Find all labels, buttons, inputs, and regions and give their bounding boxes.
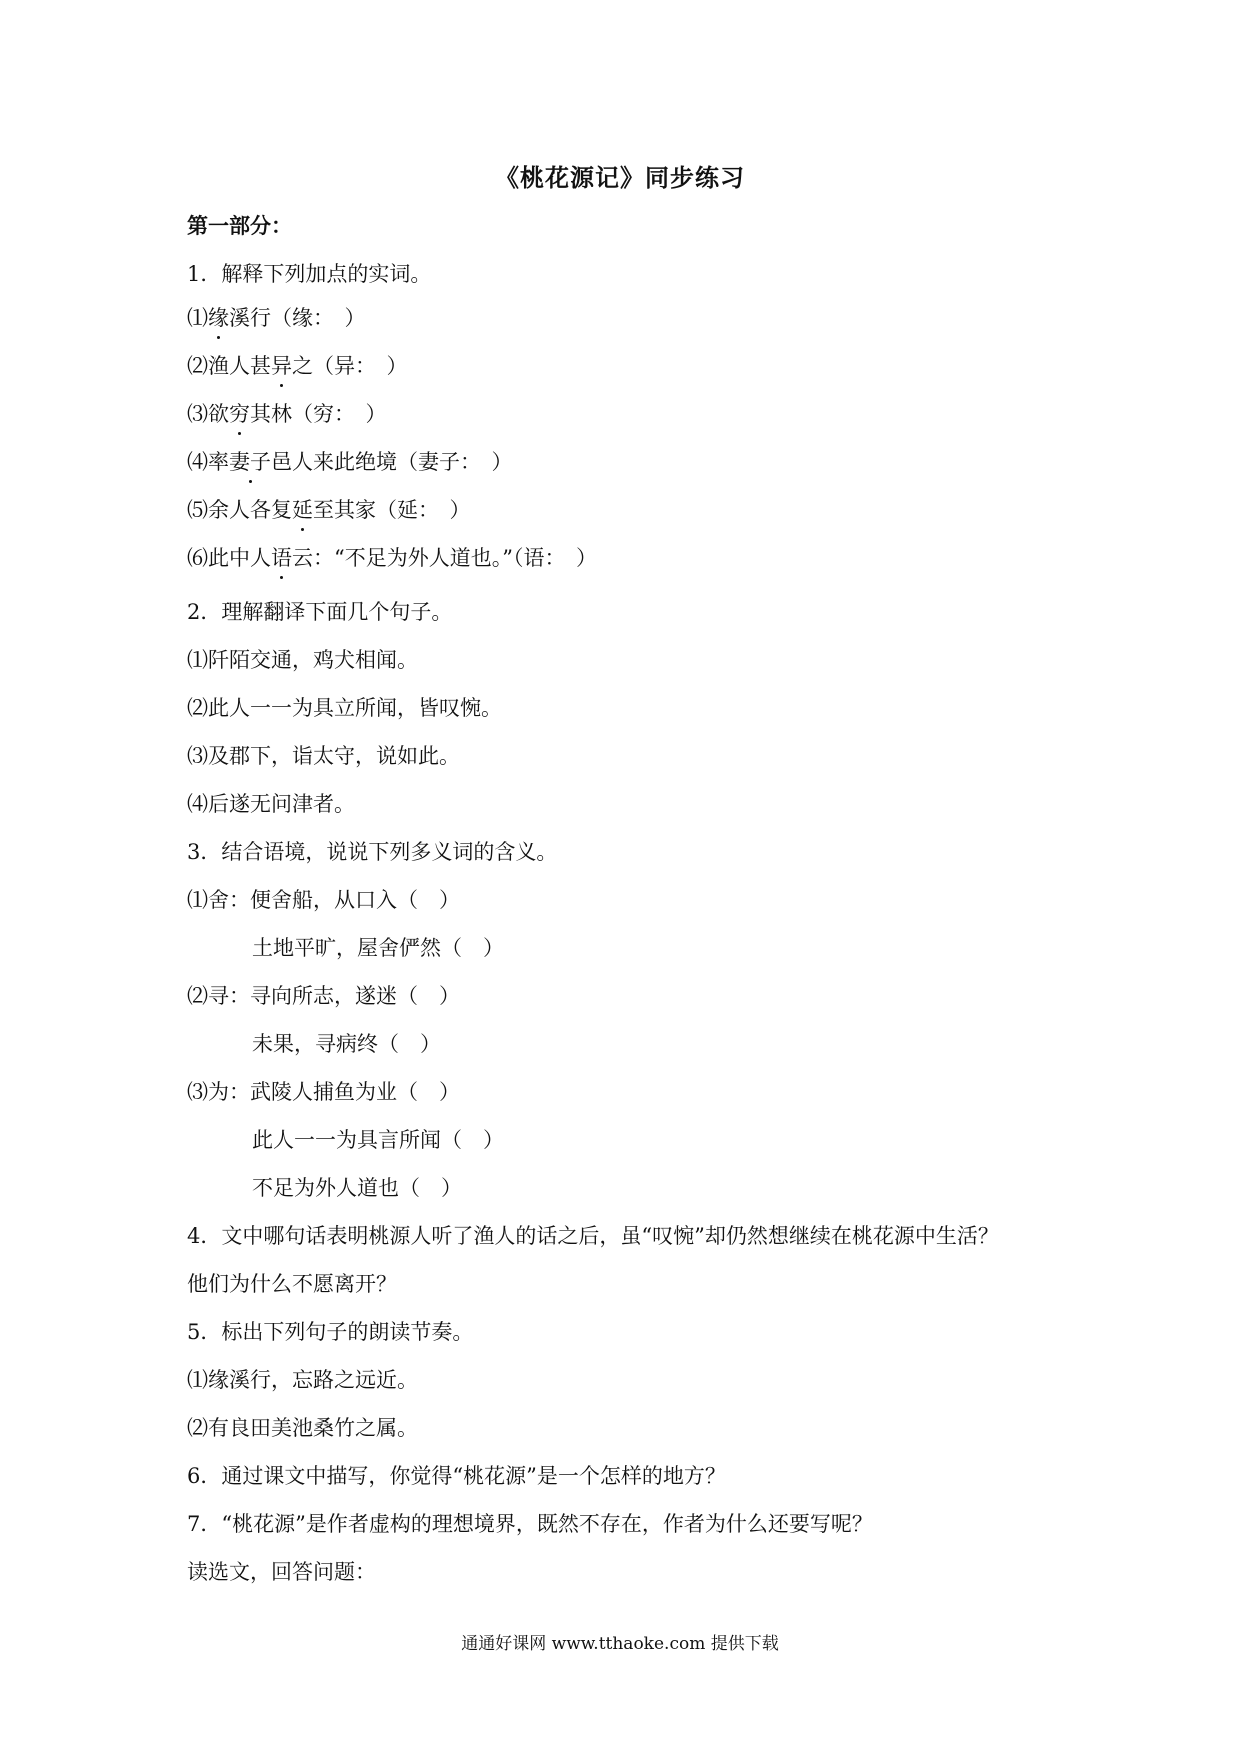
section-heading: 第一部分： (187, 214, 292, 238)
question-3-item: 此人一一为具言所闻（ ） (252, 1128, 504, 1152)
dotted-word: 缘 (208, 306, 229, 330)
question-3-item: 土地平旷，屋舍俨然（ ） (252, 936, 504, 960)
question-4-line: 4．文中哪句话表明桃源人听了渔人的话之后，虽“叹惋”却仍然想继续在桃花源中生活？ (187, 1224, 999, 1248)
reading-instruction: 读选文，回答问题： (187, 1560, 376, 1584)
question-1-stem: 1．解释下列加点的实词。 (187, 262, 432, 286)
question-3-item: 不足为外人道也（ ） (252, 1176, 462, 1200)
dotted-word: 异 (271, 354, 292, 378)
question-1-item: ⑷率妻子邑人来此绝境（妻子： ） (187, 450, 513, 474)
page-footer: 通通好课网 www.tthaoke.com 提供下载 (461, 1634, 779, 1654)
question-1-item: ⑸余人各复延至其家（延： ） (187, 498, 471, 522)
question-2-item: ⑴阡陌交通，鸡犬相闻。 (187, 648, 418, 672)
question-5-stem: 5．标出下列句子的朗读节奏。 (187, 1320, 474, 1344)
question-1-item: ⑹此中人语云：“不足为外人道也。”（语： ） (187, 546, 597, 570)
question-6: 6．通过课文中描写，你觉得“桃花源”是一个怎样的地方？ (187, 1464, 726, 1488)
dotted-word: 妻子 (229, 450, 271, 474)
document-title: 《桃花源记》同步练习 (495, 164, 745, 192)
question-3-stem: 3．结合语境，说说下列多义词的含义。 (187, 840, 558, 864)
question-1-item: ⑴缘溪行（缘： ） (187, 306, 366, 330)
question-1-item: ⑵渔人甚异之（异： ） (187, 354, 408, 378)
dotted-word: 穷 (229, 402, 250, 426)
question-3-item: ⑵寻：寻向所志，遂迷（ ） (187, 984, 460, 1008)
dotted-word: 延 (292, 498, 313, 522)
question-2-item: ⑷后遂无问津者。 (187, 792, 355, 816)
question-5-item: ⑴缘溪行，忘路之远近。 (187, 1368, 418, 1392)
question-5-item: ⑵有良田美池桑竹之属。 (187, 1416, 418, 1440)
question-2-item: ⑵此人一一为具立所闻，皆叹惋。 (187, 696, 502, 720)
question-2-item: ⑶及郡下，诣太守，说如此。 (187, 744, 460, 768)
question-4-line: 他们为什么不愿离开？ (187, 1272, 397, 1296)
question-3-item: ⑴舍：便舍船，从口入（ ） (187, 888, 460, 912)
question-7: 7．“桃花源”是作者虚构的理想境界，既然不存在，作者为什么还要写呢？ (187, 1512, 873, 1536)
dotted-word: 语 (271, 546, 292, 570)
question-1-item: ⑶欲穷其林（穷： ） (187, 402, 387, 426)
question-2-stem: 2．理解翻译下面几个句子。 (187, 600, 453, 624)
question-3-item: 未果，寻病终（ ） (252, 1032, 441, 1056)
question-3-item: ⑶为：武陵人捕鱼为业（ ） (187, 1080, 460, 1104)
